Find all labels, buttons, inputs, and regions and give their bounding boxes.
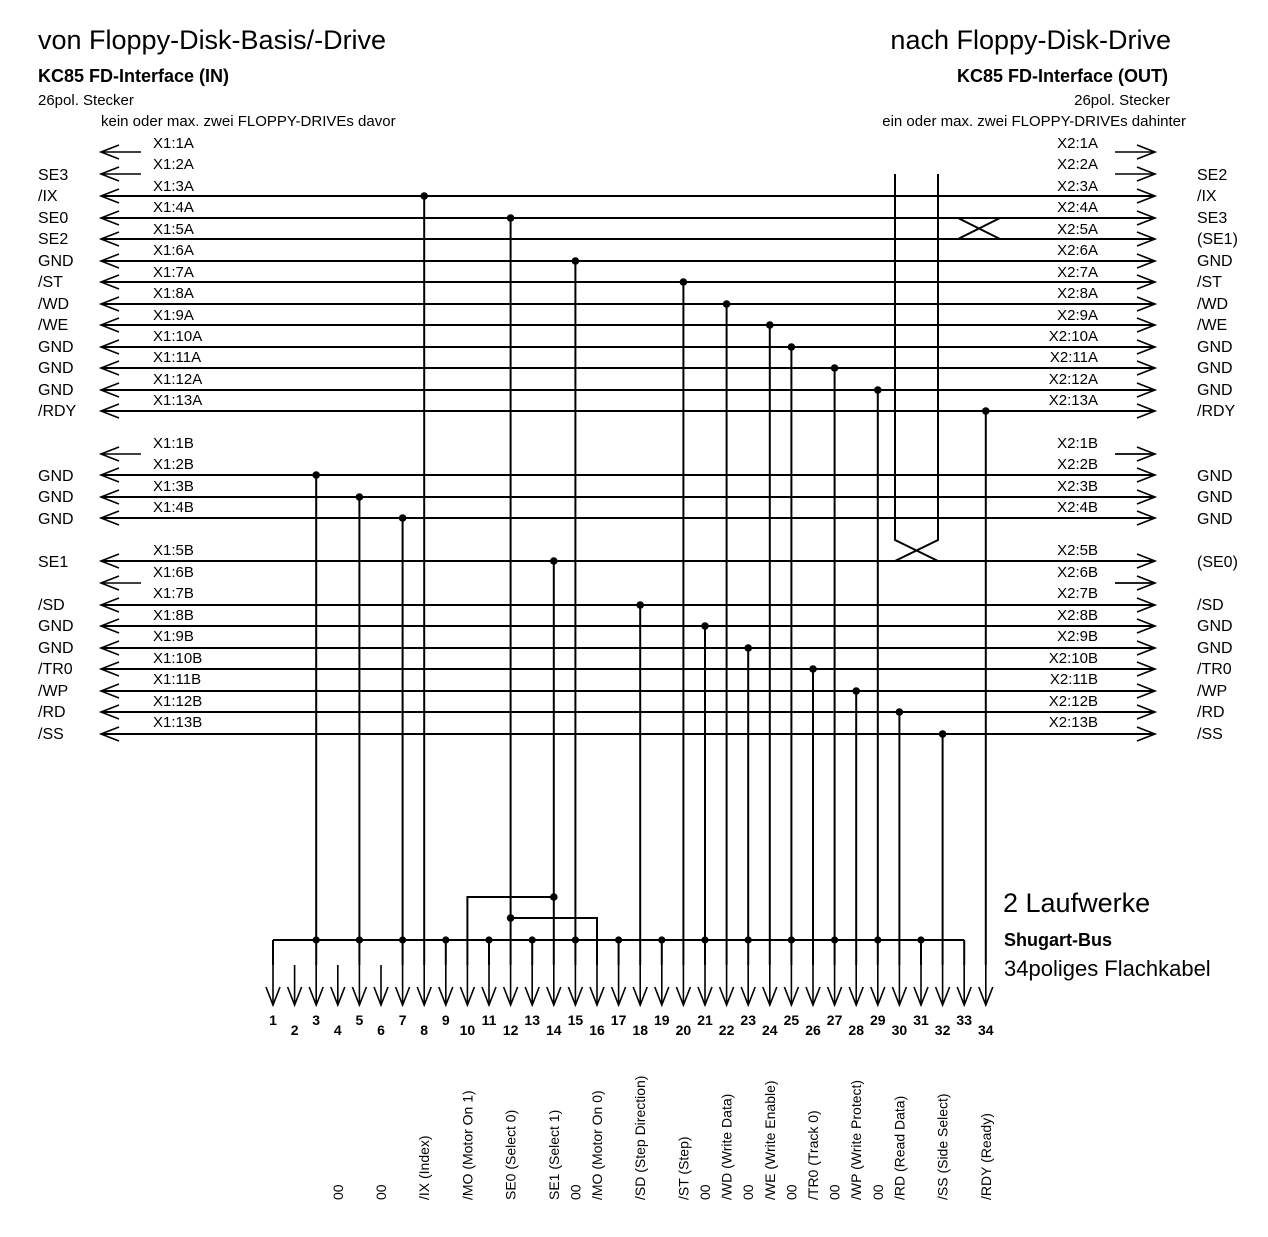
pin-number: 11: [481, 1012, 497, 1028]
x1-pin-label: X1:10B: [153, 650, 203, 667]
left-signal-label: /SS: [38, 726, 64, 743]
pin-number: 3: [312, 1012, 321, 1028]
wire-to-pin-8: [420, 192, 428, 965]
pin-labels: [330, 1076, 994, 1200]
pin-12: [503, 965, 519, 1038]
pin-25: [784, 965, 800, 1028]
pin-signal-label: /IX (Index): [416, 1135, 433, 1200]
pin-number: 27: [826, 1012, 843, 1028]
wire-to-pin-28: [852, 687, 860, 965]
bus-cable: 34poliges Flachkabel: [1004, 956, 1211, 981]
left-title: von Floppy-Disk-Basis/-Drive: [38, 25, 387, 55]
pin-24: [762, 965, 778, 1038]
wire-to-pin-22: [723, 300, 731, 965]
bus-line-a: [101, 340, 1155, 354]
wire-to-pin-26: [809, 665, 817, 965]
pin-1: [266, 965, 280, 1028]
pin-number: 29: [870, 1012, 886, 1028]
x1-pin-label: X1:5A: [153, 221, 194, 238]
pin-number: 23: [740, 1012, 756, 1028]
wire-to-pin-20: [680, 278, 688, 965]
pin-26: [805, 965, 821, 1038]
right-signal-label: /RDY: [1197, 403, 1236, 420]
wire-to-pin-30: [896, 708, 904, 965]
bus-line-b: [101, 619, 1155, 633]
right-signal-label: /WD: [1197, 296, 1229, 313]
right-signal-label: GND: [1197, 360, 1233, 377]
bus-line-b: [101, 598, 1155, 612]
pin-signal-label: /SS (Side Select): [934, 1093, 951, 1200]
right-plug: 26pol. Stecker: [1074, 92, 1170, 109]
bus-line-b: [101, 468, 1155, 482]
bus-line-a: [101, 167, 1155, 181]
left-signal-label: SE2: [38, 231, 69, 248]
left-signal-label: /SD: [38, 597, 65, 614]
left-signal-label: GND: [38, 511, 74, 528]
left-signal-label: SE3: [38, 167, 69, 184]
pin-33: [956, 965, 972, 1028]
wire-to-pin-34: [982, 407, 990, 965]
pin-23: [740, 965, 756, 1028]
x2-pin-label: X2:13A: [1048, 392, 1098, 409]
pin-31: [913, 965, 929, 1028]
left-signal-label: /RDY: [38, 403, 77, 420]
right-signal-label: /IX: [1197, 188, 1217, 205]
x2-pin-label: X2:1B: [1057, 435, 1098, 452]
x1-pin-label: X1:3A: [153, 178, 194, 195]
pin-number: 8: [420, 1022, 429, 1038]
pin-10: [460, 965, 476, 1038]
bus-line-a: [101, 361, 1155, 375]
x1-pin-label: X1:8B: [153, 607, 194, 624]
right-signal-label: GND: [1197, 489, 1233, 506]
pin-8: [417, 965, 431, 1038]
bus-line-a: [101, 189, 1155, 203]
pin-number: 13: [524, 1012, 540, 1028]
pin-signal-label: 00: [697, 1184, 713, 1200]
left-signal-label: GND: [38, 468, 74, 485]
ground-bus: [273, 936, 964, 965]
pin-number: 17: [610, 1012, 627, 1028]
x2-pin-label: X2:11A: [1049, 349, 1098, 366]
right-signal-label: GND: [1197, 339, 1233, 356]
pin-signal-label: /TR0 (Track 0): [805, 1110, 821, 1200]
pin-number: 24: [762, 1022, 778, 1038]
x2-pin-label: X2:7B: [1057, 585, 1098, 602]
wire-to-pin-27: [831, 364, 839, 940]
left-signal-label: SE1: [38, 554, 69, 571]
x1-pin-label: X1:12B: [153, 693, 203, 710]
bus-type: Shugart-Bus: [1004, 930, 1112, 950]
pin-number: 28: [848, 1022, 864, 1038]
x1-pin-label: X1:4A: [153, 199, 194, 216]
pin-number: 2: [290, 1022, 299, 1038]
left-signal-label: /RD: [38, 704, 66, 721]
right-title: nach Floppy-Disk-Drive: [890, 25, 1171, 55]
pin-signal-label: 00: [740, 1184, 757, 1200]
x2-pin-label: X2:1A: [1057, 135, 1098, 152]
left-signal-label: /IX: [38, 188, 58, 205]
pin-3: [309, 965, 323, 1028]
x1-pin-label: X1:1B: [153, 435, 194, 452]
pin-signal-label: 00: [373, 1184, 389, 1200]
x1-pin-label: X1:9B: [153, 628, 194, 645]
bus-line-b: [101, 727, 1155, 741]
x1-pin-label: X1:7B: [153, 585, 194, 602]
bus-line-a: [101, 145, 1155, 159]
wire-to-pin-14: [550, 557, 558, 965]
pin-20: [676, 965, 692, 1038]
pin-number: 10: [459, 1022, 476, 1038]
right-signal-label: /SS: [1197, 726, 1223, 743]
pin-signal-label: /WD (Write Data): [718, 1093, 735, 1200]
x1-pin-label: X1:1A: [153, 135, 194, 152]
x2-pin-label: X2:10A: [1048, 328, 1098, 345]
x1-pin-label: X1:11A: [153, 349, 202, 366]
left-note: kein oder max. zwei FLOPPY-DRIVEs davor: [101, 113, 396, 130]
pin-number: 4: [333, 1022, 342, 1038]
pin-signal-label: /MO (Motor On 0): [589, 1090, 605, 1200]
x2-pin-label: X2:8B: [1057, 607, 1098, 624]
x1-pin-label: X1:13A: [153, 392, 203, 409]
x1-pin-label: X1:10A: [153, 328, 203, 345]
x2-pin-label: X2:5B: [1057, 542, 1098, 559]
x2-pin-label: X2:9A: [1057, 307, 1098, 324]
left-signal-label: GND: [38, 339, 74, 356]
pin-signal-label: SE1 (Select 1): [545, 1109, 562, 1200]
right-signal-label: (SE0): [1197, 554, 1238, 571]
right-signal-label: /WE: [1197, 317, 1228, 334]
pin-number: 6: [377, 1022, 385, 1038]
pin-number: 7: [398, 1012, 407, 1028]
pin-signal-label: 00: [869, 1184, 886, 1200]
right-signal-label: (SE1): [1197, 231, 1238, 248]
pin-6: [374, 965, 388, 1038]
left-signal-label: GND: [38, 360, 74, 377]
left-signal-label: GND: [38, 253, 74, 270]
right-signal-label: GND: [1197, 640, 1233, 657]
bus-line-a: [101, 318, 1155, 332]
right-signal-label: /WP: [1197, 683, 1228, 700]
left-signal-label: /WE: [38, 317, 69, 334]
pin-signal-label: 00: [329, 1184, 346, 1200]
pin-number: 31: [913, 1012, 929, 1028]
x2-pin-label: X2:8A: [1057, 285, 1098, 302]
right-signal-label: /ST: [1197, 274, 1222, 291]
pin-signal-label: 00: [783, 1184, 800, 1200]
bus-line-b: [101, 641, 1155, 655]
pin-19: [654, 965, 670, 1028]
pin-number: 22: [718, 1022, 735, 1038]
right-signal-label: GND: [1197, 468, 1233, 485]
pin-number: 32: [934, 1022, 951, 1038]
pin-15: [568, 965, 584, 1028]
x1-pin-label: X1:4B: [153, 499, 194, 516]
pin-signal-label: /WP (Write Protect): [848, 1079, 865, 1200]
pin-number: 19: [654, 1012, 670, 1028]
pin-13: [524, 965, 540, 1028]
pin-signal-label: /MO (Motor On 1): [459, 1090, 476, 1200]
pin-number: 21: [697, 1012, 713, 1028]
x1-pin-label: X1:6B: [153, 564, 194, 581]
x2-pin-label: X2:2B: [1057, 456, 1098, 473]
pin-28: [848, 965, 864, 1038]
x1-pin-label: X1:9A: [153, 307, 194, 324]
pin-9: [439, 965, 453, 1028]
wire-to-pin-23: [744, 644, 752, 940]
pin-number: 20: [675, 1022, 692, 1038]
left-interface: KC85 FD-Interface (IN): [38, 66, 230, 86]
wire-to-pin-32: [939, 730, 947, 965]
pin-22: [719, 965, 735, 1038]
bus-line-b: [101, 684, 1155, 698]
x1-pin-label: X1:7A: [153, 264, 194, 281]
x2-pin-label: X2:3B: [1057, 478, 1098, 495]
x2-pin-label: X2:11B: [1049, 671, 1098, 688]
bus-line-b: [101, 705, 1155, 719]
wire-to-pin-12: [507, 214, 515, 965]
pin-signal-label: 00: [567, 1184, 584, 1200]
x2-pin-label: X2:12A: [1048, 371, 1098, 388]
wire-to-pin-29: [874, 386, 882, 940]
x1-pin-label: X1:3B: [153, 478, 194, 495]
x1-pin-label: X1:11B: [153, 671, 202, 688]
bus-line-b: [101, 511, 1155, 525]
pin-number: 16: [589, 1022, 605, 1038]
x1-pin-label: X1:2A: [153, 156, 194, 173]
right-signal-label: GND: [1197, 511, 1233, 528]
pin-17: [611, 965, 627, 1028]
left-signal-label: GND: [38, 640, 74, 657]
x2-pin-label: X2:12B: [1048, 693, 1098, 710]
pin-number: 12: [502, 1022, 519, 1038]
pin-11: [482, 965, 497, 1028]
bus-line-a: [101, 275, 1155, 289]
x2-pin-label: X2:7A: [1057, 264, 1098, 281]
bus-drive-count: 2 Laufwerke: [1003, 888, 1151, 918]
pin-2: [288, 965, 302, 1038]
right-signal-label: GND: [1197, 618, 1233, 635]
x2-pin-label: X2:10B: [1048, 650, 1098, 667]
pin-34: [978, 965, 994, 1038]
bus-line-a: [101, 254, 1155, 268]
right-signal-label: /SD: [1197, 597, 1224, 614]
x2-pin-label: X2:5A: [1057, 221, 1098, 238]
wire-to-pin-24: [766, 321, 774, 965]
right-signal-label: /RD: [1197, 704, 1225, 721]
x2-pin-label: X2:4A: [1057, 199, 1098, 216]
pin-5: [352, 965, 366, 1028]
wire-to-pin-18: [636, 601, 644, 965]
x2-pin-label: X2:3A: [1057, 178, 1098, 195]
wire-to-pin-25: [788, 343, 796, 940]
x1-pin-label: X1:6A: [153, 242, 194, 259]
pin-32: [935, 965, 951, 1038]
bus-line-a: [101, 211, 1155, 225]
bus-line-b: [101, 490, 1155, 504]
wire-to-pin-7: [399, 514, 407, 940]
x2-pin-label: X2:13B: [1048, 714, 1098, 731]
pin-4: [331, 965, 345, 1038]
x2-pin-label: X2:6A: [1057, 242, 1098, 259]
left-signal-label: /ST: [38, 274, 63, 291]
x1-pin-label: X1:13B: [153, 714, 203, 731]
x2-pin-label: X2:4B: [1057, 499, 1098, 516]
x1-pin-label: X1:5B: [153, 542, 194, 559]
pin-number: 18: [632, 1022, 648, 1038]
x2-pin-label: X2:6B: [1057, 564, 1098, 581]
pin-number: 34: [978, 1022, 994, 1038]
right-signal-label: SE2: [1197, 167, 1228, 184]
bus-line-b: [101, 554, 1155, 568]
pin-number: 1: [269, 1012, 277, 1028]
wire-to-pin-3: [312, 471, 320, 940]
right-signal-label: GND: [1197, 382, 1233, 399]
pin-number: 14: [546, 1022, 562, 1038]
x2-pin-label: X2:2A: [1057, 156, 1098, 173]
bus-line-a: [101, 232, 1155, 246]
pin-7: [396, 965, 410, 1028]
pin-header: [266, 936, 994, 1038]
x1-pin-label: X1:2B: [153, 456, 194, 473]
right-signal-label: /TR0: [1197, 661, 1232, 678]
pin-signal-label: /SD (Step Direction): [632, 1075, 649, 1200]
left-signal-label: GND: [38, 489, 74, 506]
left-signal-label: /WD: [38, 296, 70, 313]
pin-signal-label: /RDY (Ready): [977, 1113, 994, 1200]
pin-18: [632, 965, 648, 1038]
pin-14: [546, 965, 562, 1038]
right-signal-label: GND: [1197, 253, 1233, 270]
connector-rows: [38, 135, 1238, 743]
left-plug: 26pol. Stecker: [38, 92, 134, 109]
bus-line-a: [101, 297, 1155, 311]
pin-number: 33: [956, 1012, 972, 1028]
pin-number: 26: [805, 1022, 821, 1038]
pin-number: 25: [783, 1012, 800, 1028]
wire-layer: [312, 174, 1000, 965]
left-signal-label: /TR0: [38, 661, 73, 678]
pin-signal-label: 00: [826, 1184, 843, 1200]
bus-line-b: [101, 662, 1155, 676]
bus-line-b: [101, 447, 1155, 461]
left-signal-label: GND: [38, 618, 74, 635]
pin-16: [589, 965, 605, 1038]
right-signal-label: SE3: [1197, 210, 1228, 227]
pin-signal-label: /ST (Step): [675, 1136, 692, 1200]
right-interface: KC85 FD-Interface (OUT): [956, 66, 1168, 86]
left-signal-label: /WP: [38, 683, 69, 700]
right-note: ein oder max. zwei FLOPPY-DRIVEs dahinter: [882, 113, 1186, 130]
x2-pin-label: X2:9B: [1057, 628, 1098, 645]
pin-signal-label: SE0 (Select 0): [502, 1109, 519, 1200]
left-signal-label: GND: [38, 382, 74, 399]
wire-to-pin-15: [572, 257, 580, 940]
x1-pin-label: X1:8A: [153, 285, 194, 302]
pin-21: [697, 965, 713, 1028]
pin-27: [827, 965, 843, 1028]
pin-signal-label: /WE (Write Enable): [761, 1080, 778, 1200]
bus-line-a: [101, 383, 1155, 397]
pin-number: 5: [355, 1012, 364, 1028]
pin-number: 15: [567, 1012, 584, 1028]
pin-29: [870, 965, 886, 1028]
pin-signal-label: /RD (Read Data): [891, 1095, 908, 1200]
bus-line-b: [101, 576, 1155, 590]
pin-number: 30: [891, 1022, 908, 1038]
bus-line-a: [101, 404, 1155, 418]
x1-pin-label: X1:12A: [153, 371, 203, 388]
pin-number: 9: [441, 1012, 450, 1028]
pin-30: [892, 965, 908, 1038]
left-signal-label: SE0: [38, 210, 69, 227]
